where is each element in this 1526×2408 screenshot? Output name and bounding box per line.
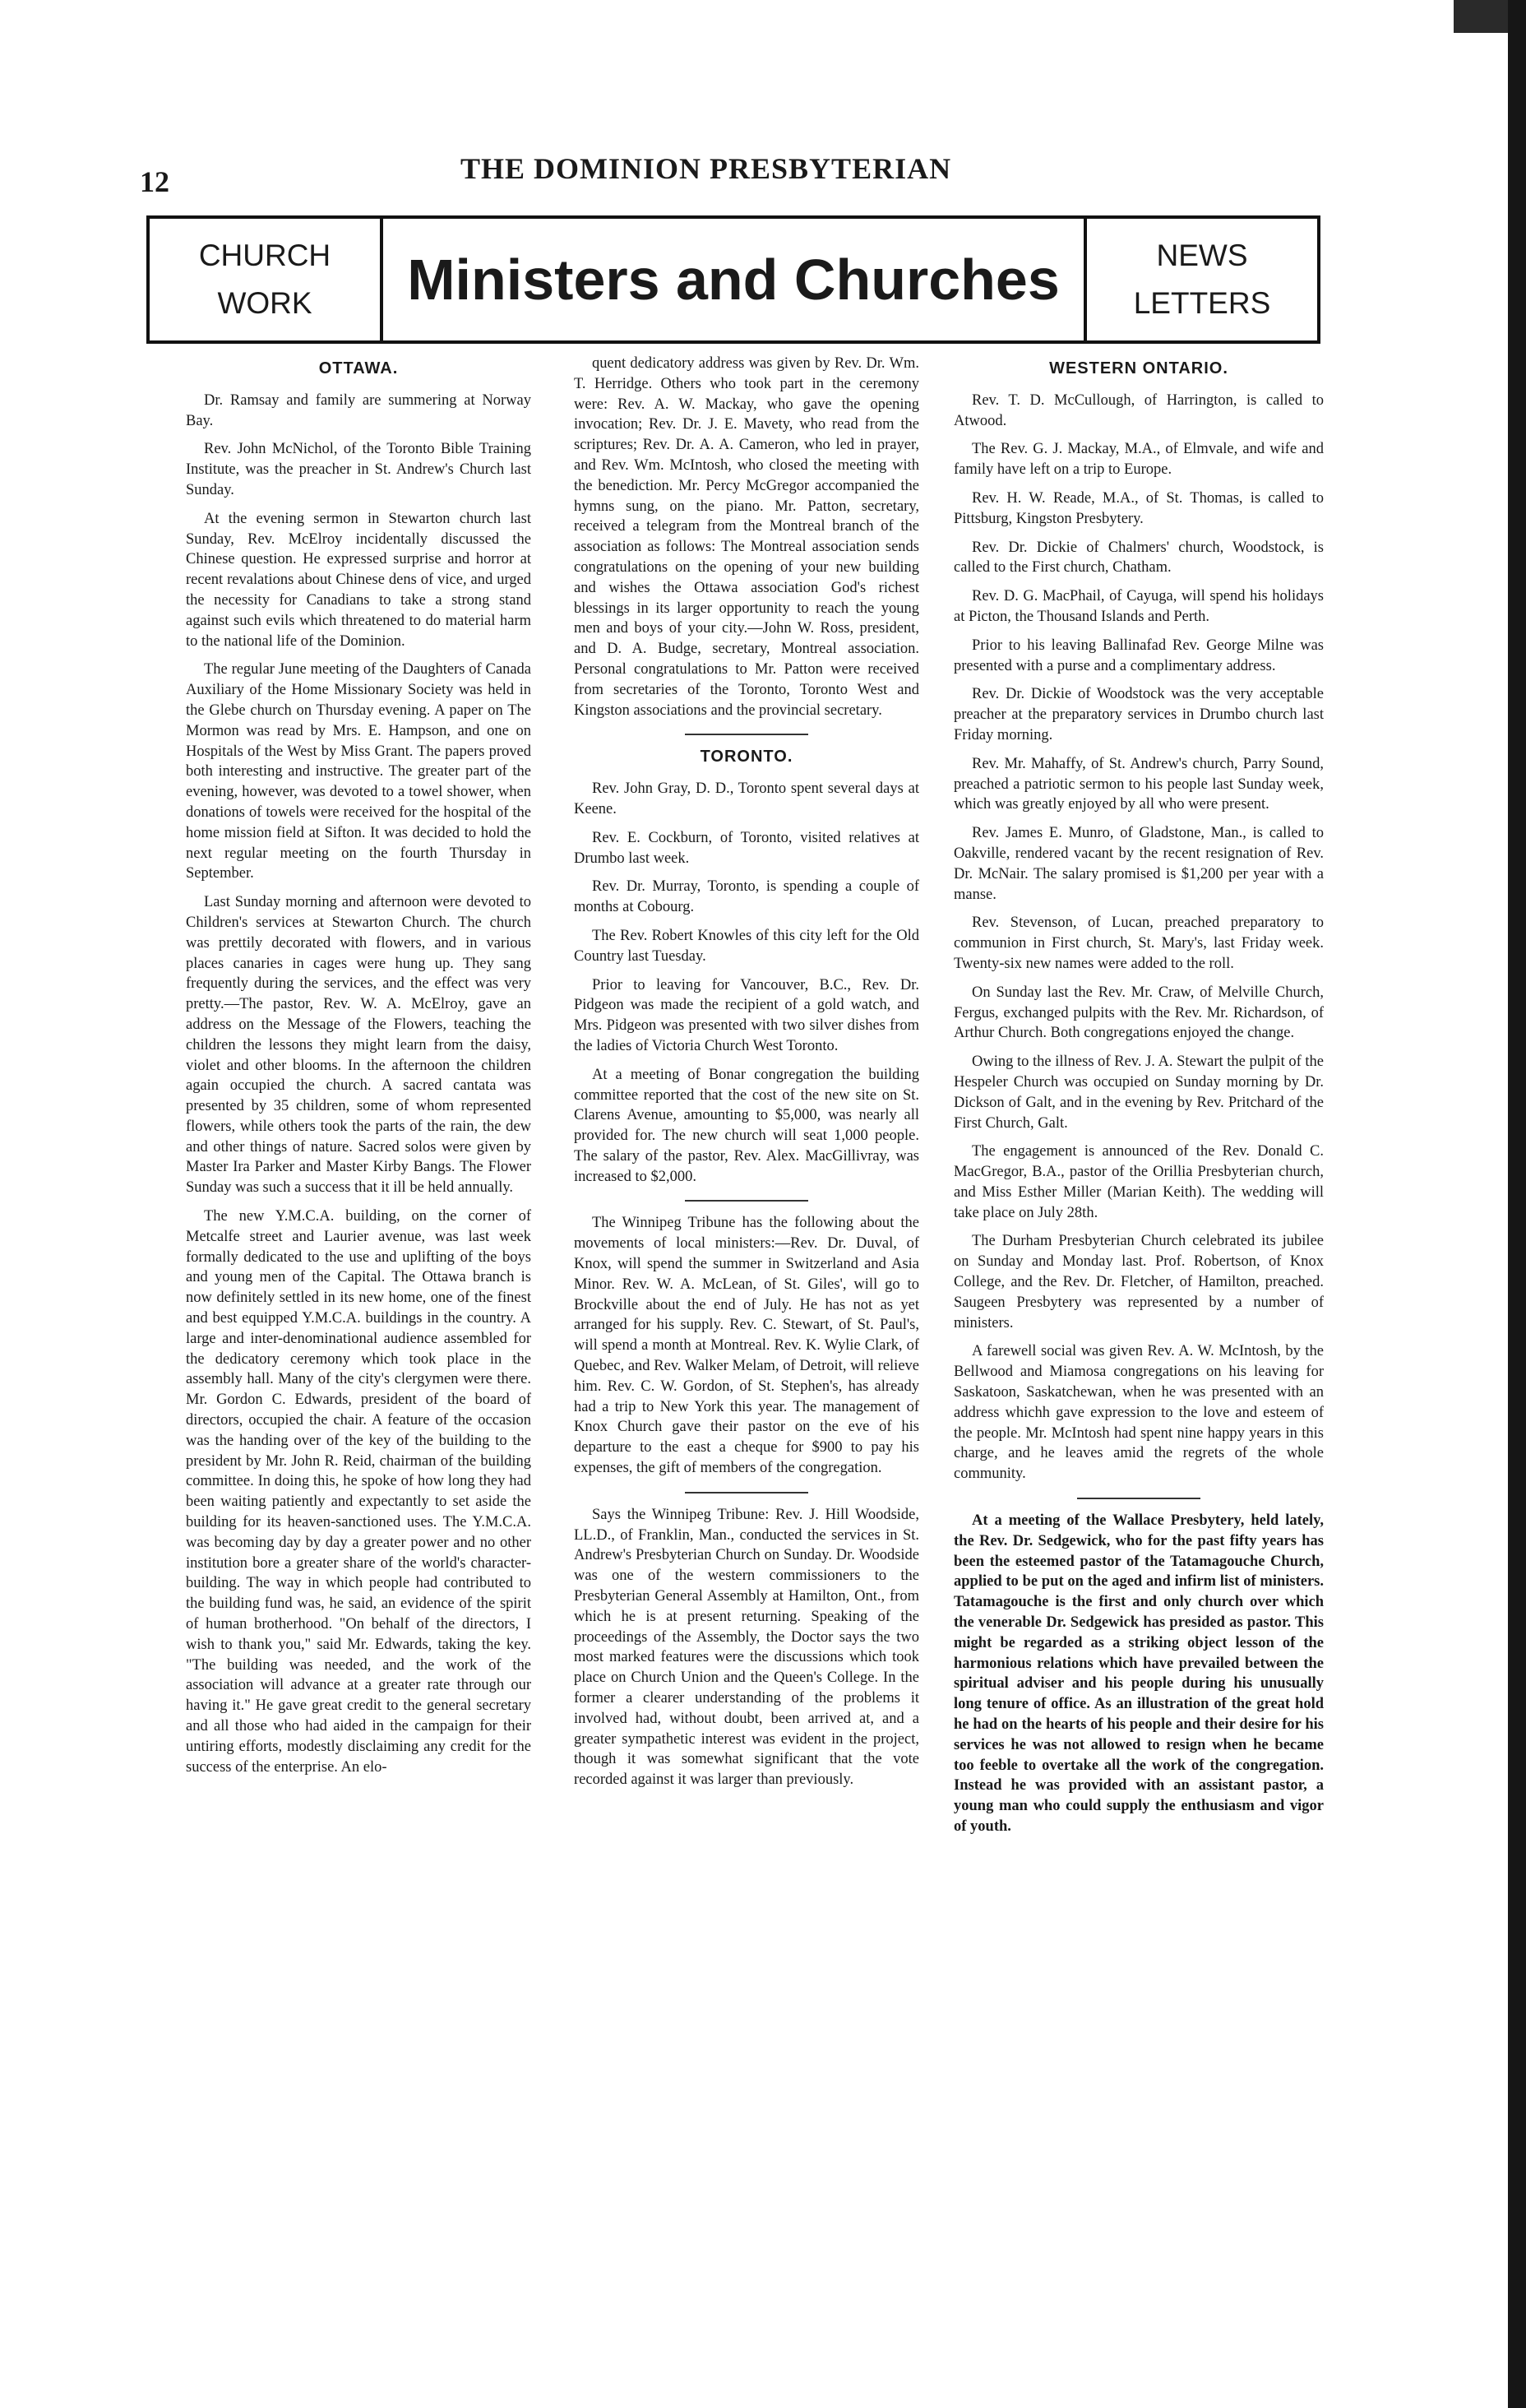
section-divider (1077, 1498, 1200, 1499)
article-paragraph: Rev. John McNichol, of the Toronto Bible Training Institute, was the preacher in St. Andrew's Church last Sunday. (186, 441, 531, 498)
article-paragraph: The Rev. Robert Knowles of this city left for the Old Country last Tuesday. (574, 927, 919, 965)
article-paragraph: The engagement is announced of the Rev. Donald C. MacGregor, B.A., pastor of the Orillia Presbyterian church, and Miss Esther Miller (Marian Keith). The wedding will take place on July 28th. (954, 1143, 1324, 1221)
article-paragraph: Rev. Dr. Murray, Toronto, is spending a couple of months at Cobourg. (574, 878, 919, 916)
article-paragraph: Rev. Dr. Dickie of Chalmers' church, Woodstock, is called to the First church, Chatham. (954, 539, 1324, 577)
banner-right-box (1084, 219, 1317, 340)
article-paragraph: Owing to the illness of Rev. J. A. Stewart the pulpit of the Hespeler Church was occupied on Sunday morning by Dr. Dickson of Galt, and in the evening by Rev. Pritchard of the First Church, Galt. (954, 1054, 1324, 1132)
page-edge-right (1508, 0, 1526, 2408)
section-banner (146, 215, 1320, 344)
article-paragraph: Last Sunday morning and afternoon were devoted to Children's services at Stewarton Church. The church was prettily decorated with flowers, and in various places canaries in cages were hung up. They sang frequently during the services, and the effect was very pretty.—The pastor, Rev. W. A. McElroy, gave an address on the Message of the Flowers, teaching the children the lessons they might learn from the daisy, violet and other blooms. In the afternoon the children again occupied the church. A sacred cantata was presented by 35 children, some of whom represented flowers, while others took the parts of the rain, the dew and other things of nature. Sacred solos were given by Master Ira Parker and Master Kirby Bangs. The Flower Sunday was such a success that it ill be held annually. (186, 894, 531, 1197)
article-paragraph: Rev. D. G. MacPhail, of Cayuga, will spend his holidays at Picton, the Thousand Islands and Perth. (954, 588, 1324, 625)
article-paragraph: quent dedicatory address was given by Rev. Dr. Wm. T. Herridge. Others who took part in the ceremony were: Rev. A. W. Mackay, who gave the opening invocation; Rev. Dr. J. E. Mavety, who read from the scriptures; Rev. Dr. A. A. Cameron, who led in prayer, and Rev. Wm. McIntosh, who closed the meeting with the benediction. Mr. Percy McGregor accompanied the hymns sung, on the piano. Mr. Patton, secretary, received a telegram from the Montreal branch of the association as follows: The Montreal association sends congratulations on the opening of your new building and wishes the Ottawa association God's richest blessings in its larger opportunity to reach the young men and boys of your city.—John W. Ross, president, and D. A. Budge, secretary, Montreal association. Personal congratulations to Mr. Patton were received from secretaries of the Toronto, Toronto West and Kingston associations and the provincial secretary. (574, 355, 919, 719)
article-paragraph: At a meeting of the Wallace Presbytery, held lately, the Rev. Dr. Sedgewick, who for the past fifty years has been the esteemed pastor of the Tatamagouche Church, applied to be put on the aged and infirm list of ministers. Tatamagouche is the first and only church over which the venerable Dr. Sedgewick has presided as pastor. This might be regarded as a striking object lesson of the harmonious relations which have prevailed between the spiritual adviser and his people during his unusually long tenure of office. As an illustration of the great hold he had on the hearts of his people and their desire for his services he was not allowed to resign when he became too feeble to overtake all the work of the congregation. Instead he was provided with an assistant pastor, a young man who could supply the enthusiasm and vigor of youth. (954, 1512, 1324, 1835)
banner-left-top: CHURCH (198, 238, 331, 272)
article-paragraph: Dr. Ramsay and family are summering at Norway Bay. (186, 391, 531, 429)
running-head: THE DOMINION PRESBYTERIAN (460, 152, 952, 185)
article-paragraph: Rev. E. Cockburn, of Toronto, visited relatives at Drumbo last week. (574, 829, 919, 867)
article-paragraph: The new Y.M.C.A. building, on the corner of Metcalfe street and Laurier avenue, was last week formally dedicated to the use and uplifting of the boys and young men of the Capital. The Ottawa branch is now definitely settled in its new home, one of the finest and best equipped Y.M.C.A. buildings in the country. A large and inter-denominational audience assembled for the dedicatory ceremony which took place in the assembly hall. Many of the city's clergymen were there. Mr. Gordon C. Edwards, president of the board of directors, occupied the chair. A feature of the occasion was the handing over of the key of the building to the president by Mr. John R. Reid, chairman of the building committee. In doing this, he spoke of how long they had been waiting patiently and expectantly to set aside the building for its heaven-sanctioned uses. The Y.M.C.A. was becoming day by day a greater power and no other institution bore a greater share of the world's character-building. The way in which people had contributed to the building fund was, he said, an evidence of the spirit of human brotherhood. "On behalf of the directors, I wish to thank you," said Mr. Edwards, taking the key. "The building was needed, and the work of the association will advance at a greater rate through our having it." He gave great credit to the general secretary and all those who had aided in the campaign for their untiring efforts, modestly disclaiming any credit for the success of the enterprise. An elo- (186, 1208, 531, 1776)
article-paragraph: Rev. H. W. Reade, M.A., of St. Thomas, is called to Pittsburg, Kingston Presbytery. (954, 489, 1324, 527)
page-number: 12 (140, 165, 169, 198)
article-paragraph: Rev. John Gray, D. D., Toronto spent several days at Keene. (574, 780, 919, 817)
banner-left-box (150, 219, 383, 340)
section-heading-ottawa: OTTAWA. (318, 359, 399, 377)
banner-right-bottom: LETTERS (1133, 286, 1271, 320)
section-heading-western-ontario: WESTERN ONTARIO. (1049, 359, 1228, 377)
article-paragraph: The Rev. G. J. Mackay, M.A., of Elmvale, and wife and family have left on a trip to Europe. (954, 441, 1324, 479)
section-divider (685, 734, 808, 735)
page-edge-top (1454, 0, 1508, 33)
section-heading-toronto: TORONTO. (700, 748, 793, 766)
article-paragraph: The Winnipeg Tribune has the following about the movements of local ministers:—Rev. Dr. Duval, of Knox, will spend the summer in Switzerland and Asia Minor. Rev. W. A. McLean, of St. Giles', will go to Brockville about the end of July. He has not as yet arranged for his supply. Rev. C. Stewart, of St. Paul's, will spend a month at Montreal. Rev. K. Wylie Clark, of Quebec, and Rev. Walker Melam, of Detroit, will relieve him. Rev. C. W. Gordon, of St. Stephen's, has already had a trip to New York this year. The management of Knox Church gave their pastor on the eve of his departure to the east a cheque for $900 to pay his expenses, the gift of members of the congregation. (574, 1215, 919, 1477)
article-paragraph: Rev. Mr. Mahaffy, of St. Andrew's church, Parry Sound, preached a patriotic sermon to his people last Sunday week, which was greatly enjoyed by all who were present. (954, 755, 1324, 813)
column-middle (574, 354, 919, 1799)
article-paragraph: The regular June meeting of the Daughters of Canada Auxiliary of the Home Missionary Society was held in the Glebe church on Thursday evening. A paper on The Mormon was read by Mrs. E. Hampson, and one on Hospitals of the West by Miss Grant. The papers proved both interesting and instructive. The greater part of the evening, however, was devoted to a towel shower, when donations of towels were received for the hospital of the home mission field at Sifton. It was decided to hold the next regular meeting on the fourth Thursday in September. (186, 661, 531, 882)
article-paragraph: Rev. Dr. Dickie of Woodstock was the very acceptable preacher at the preparatory services in Drumbo church last Friday morning. (954, 686, 1324, 743)
section-divider (685, 1200, 808, 1202)
article-paragraph: At the evening sermon in Stewarton church last Sunday, Rev. McElroy incidentally discussed the Chinese question. He expressed surprise and horror at recent revalations about Chinese dens of vice, and urged the necessity for Canadians to take a strong stand against such evils which threatened to do material harm to the national life of the Dominion. (186, 510, 531, 650)
column-ottawa (186, 354, 531, 1785)
banner-right-top: NEWS (1156, 238, 1248, 272)
article-paragraph: Rev. James E. Munro, of Gladstone, Man., is called to Oakville, rendered vacant by the recent resignation of Rev. Dr. McNair. The salary promised is $1,200 per year with a manse. (954, 825, 1324, 903)
section-divider (685, 1492, 808, 1493)
banner-left-bottom: WORK (217, 286, 312, 320)
column-western-ontario (954, 354, 1324, 1845)
article-paragraph: Prior to leaving for Vancouver, B.C., Rev. Dr. Pidgeon was made the recipient of a gold watch, and Mrs. Pidgeon was presented with two silver dishes from the ladies of Victoria Church West Toronto. (574, 976, 919, 1054)
article-paragraph: At a meeting of Bonar congregation the building committee reported that the cost of the new site on St. Clarens Avenue, amounting to $5,000, was nearly all provided for. The new church will seat 1,000 people. The salary of the pastor, Rev. Alex. MacGillivray, was increased to $2,000. (574, 1066, 919, 1185)
article-paragraph: Rev. T. D. McCullough, of Harrington, is called to Atwood. (954, 391, 1324, 429)
article-paragraph: On Sunday last the Rev. Mr. Craw, of Melville Church, Fergus, exchanged pulpits with the Rev. Mr. Richardson, of Arthur Church. Both congregations enjoyed the change. (954, 984, 1324, 1042)
article-paragraph: A farewell social was given Rev. A. W. McIntosh, by the Bellwood and Miamosa congregations on his leaving for Saskatoon, Saskatchewan, when he was presented with an address whichh gave expression to the love and esteem of the people. Mr. McIntosh had spent nine happy years in this charge, and he leaves amid the regrets of the whole community. (954, 1343, 1324, 1483)
article-paragraph: The Durham Presbyterian Church celebrated its jubilee on Sunday and Monday last. Prof. Robertson, of Knox College, and the Rev. Dr. Fletcher, of Hamilton, preached. Saugeen Presbytery was represented by a number of ministers. (954, 1233, 1324, 1331)
article-paragraph: Prior to his leaving Ballinafad Rev. George Milne was presented with a purse and a complimentary address. (954, 637, 1324, 674)
article-paragraph: Rev. Stevenson, of Lucan, preached preparatory to communion in First church, St. Mary's, last Friday week. Twenty-six new names were added to the roll. (954, 915, 1324, 972)
banner-title: Ministers and Churches (407, 248, 1060, 312)
article-paragraph: Says the Winnipeg Tribune: Rev. J. Hill Woodside, LL.D., of Franklin, Man., conducted the services in St. Andrew's Presbyterian Church on Sunday. Dr. Woodside was one of the western commissioners to the Presbyterian General Assembly at Hamilton, Ont., from which he is at present returning. Speaking of the proceedings of the Assembly, the Doctor says the two most marked features were the discussions which took place on Church Union and the Queen's College. In the former a clearer understanding of the problems it involved had, without doubt, been arrived at, and a greater sympathetic interest was evident in the project, though it was somewhat significant that the vote recorded against it was larger than previously. (574, 1506, 919, 1789)
